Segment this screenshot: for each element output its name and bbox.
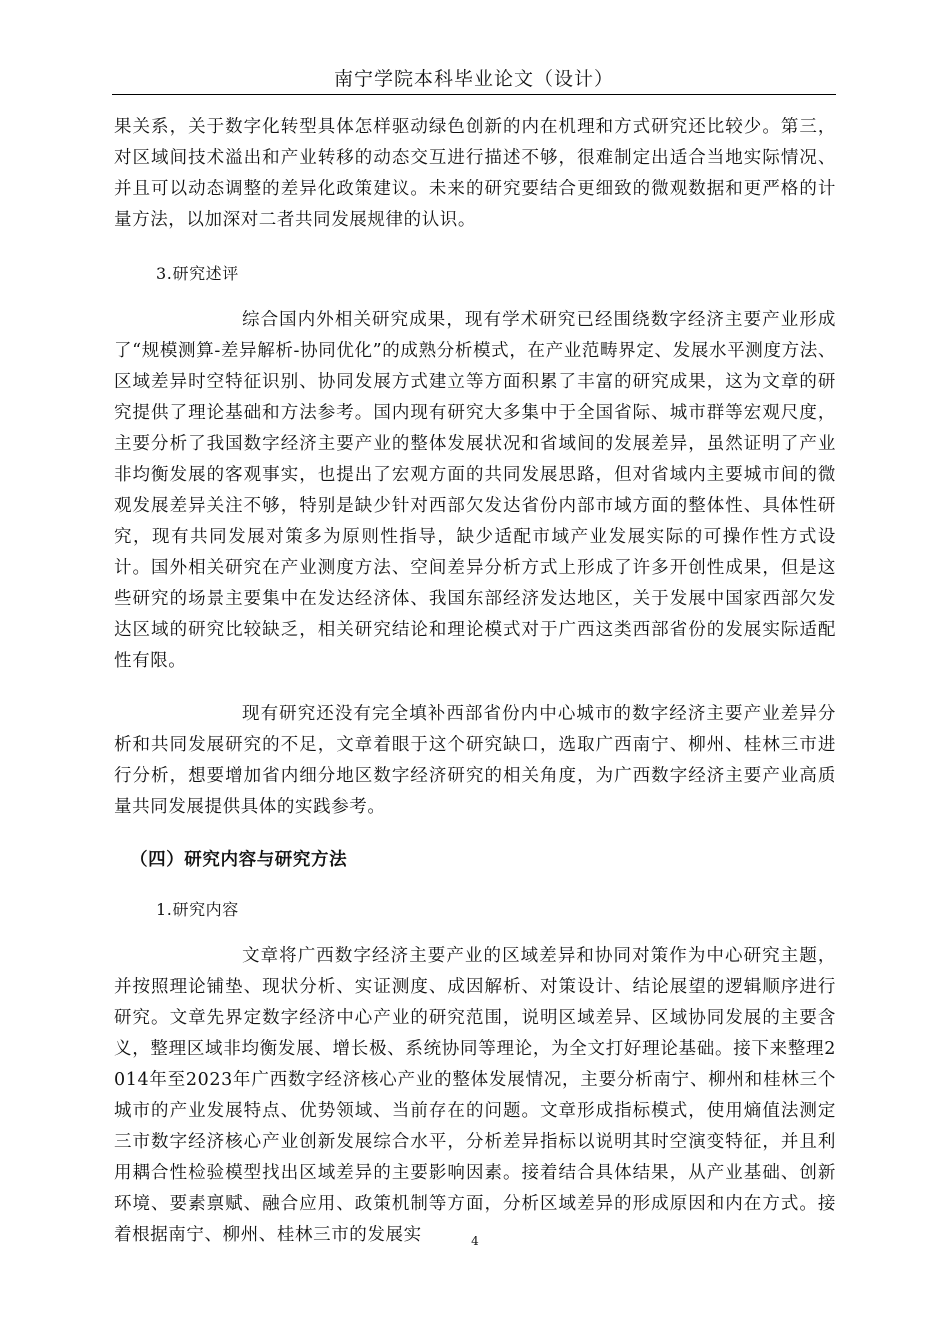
- page-header: 南宁学院本科毕业论文（设计）: [333, 68, 614, 90]
- paragraph-continued: 果关系，关于数字化转型具体怎样驱动绿色创新的内在机理和方式研究还比较少。第三，对区域间技术溢出和产业转移的动态交互进行描述不够，很难制定出适合当地实际情况、并且可以动态调整的差异化政策建议。未来的研究要结合更细致的微观数据和更严格的计量方法，以加深对二者共同发展规律的认识。: [114, 117, 836, 230]
- paragraph-review-summary: 综合国内外相关研究成果，现有学术研究已经围绕数字经济主要产业形成了“规模测算-差异解析-协同优化”的成熟分析模式，在产业范畴界定、发展水平测度方法、区域差异时空特征识别、协同发展方式建立等方面积累了丰富的研究成果，这为文章的研究提供了理论基础和方法参考。国内现有研究大多集中于全国省际、城市群等宏观尺度，主要分析了我国数字经济主要产业的整体发展状况和省域间的发展差异，虽然证明了产业非均衡发展的客观事实，也提出了宏观方面的共同发展思路，但对省域内主要城市间的微观发展差异关注不够，特别是缺少针对西部欠发达省份内部市域方面的整体性、具体性研究，现有共同发展对策多为原则性指导，缺少适配市域产业发展实际的可操作性方式设计。国外相关研究在产业测度方法、空间差异分析方式上形成了许多开创性成果，但是这些研究的场景主要集中在发达经济体、我国东部经济发达地区，关于发展中国家西部欠发达区域的研究比较缺乏，相关研究结论和理论模式对于广西这类西部省份的发展实际适配性有限。: [114, 310, 836, 671]
- heading-section-4: （四）研究内容与研究方法: [130, 850, 348, 870]
- heading-research-content: 1.研究内容: [156, 900, 239, 919]
- heading-research-review: 3.研究述评: [156, 264, 239, 283]
- header-divider: [112, 94, 836, 95]
- paragraph-research-gap: 现有研究还没有完全填补西部省份内中心城市的数字经济主要产业差异分析和共同发展研究的不足，文章着眼于这个研究缺口，选取广西南宁、柳州、桂林三市进行分析，想要增加省内细分地区数字经济研究的相关角度，为广西数字经济主要产业高质量共同发展提供具体的实践参考。: [114, 704, 836, 817]
- page-number: 4: [471, 1234, 479, 1248]
- main-content: [114, 112, 836, 1273]
- paragraph-research-content: 文章将广西数字经济主要产业的区域差异和协同对策作为中心研究主题，并按照理论铺垫、现状分析、实证测度、成因解析、对策设计、结论展望的逻辑顺序进行研究。文章先界定数字经济中心产业的研究范围，说明区域差异、区域协同发展的主要含义，整理区域非均衡发展、增长极、系统协同等理论，为全文打好理论基础。接下来整理2014年至2023年广西数字经济核心产业的整体发展情况，主要分析南宁、柳州和桂林三个城市的产业发展特点、优势领域、当前存在的问题。文章形成指标模式，使用熵值法测定三市数字经济核心产业创新发展综合水平，分析差异指标以说明其时空演变特征，并且利用耦合性检验模型找出区域差异的主要影响因素。接着结合具体结果，从产业基础、创新环境、要素禀赋、融合应用、政策机制等方面，分析区域差异的形成原因和内在方式。接着根据南宁、柳州、桂林三市的发展实: [114, 946, 836, 1245]
